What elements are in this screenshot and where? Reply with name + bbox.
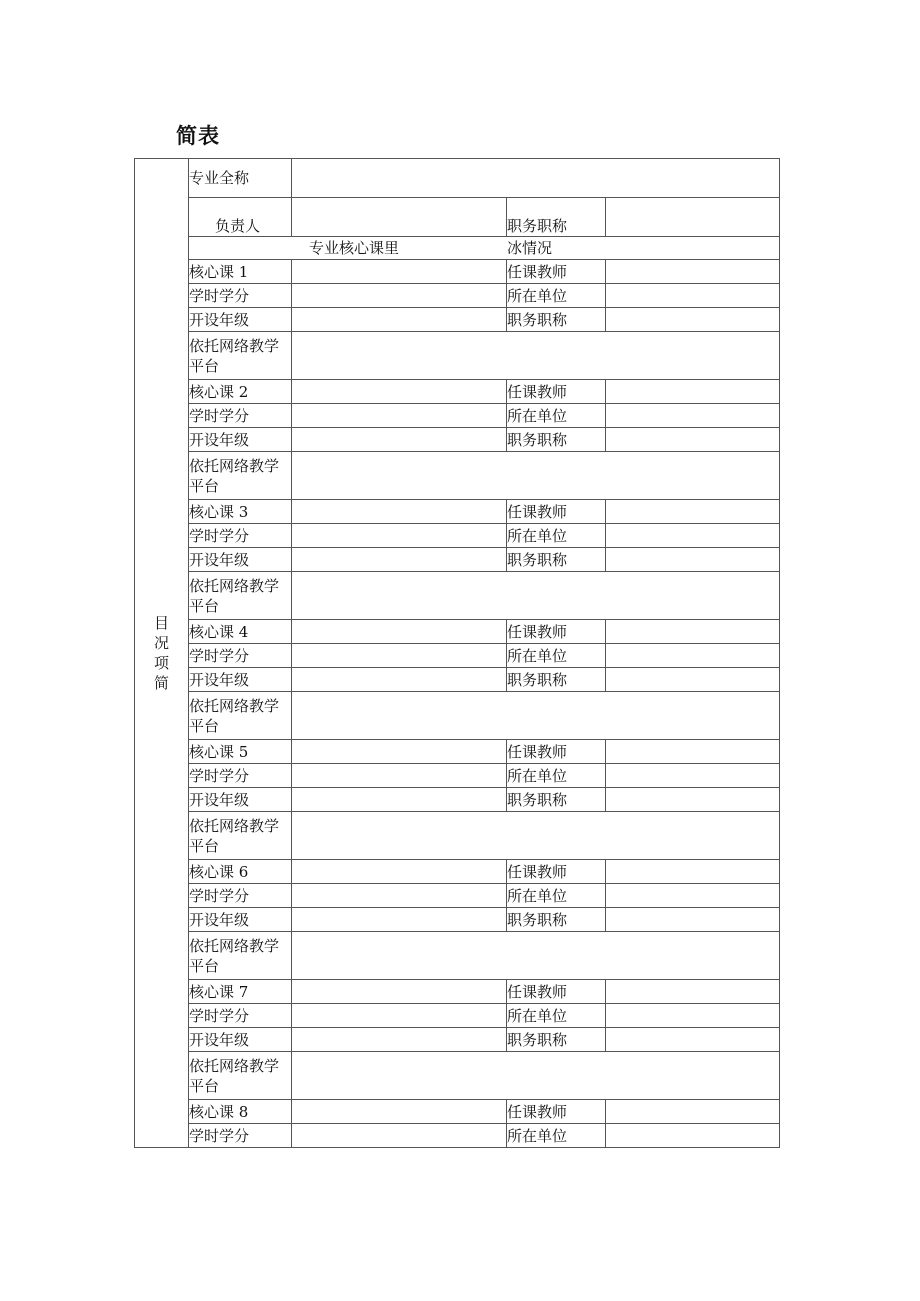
course-5-platform-label: 依托网络教学平台 bbox=[189, 812, 292, 860]
course-6-platform-row bbox=[135, 932, 780, 980]
course-6-credits-row bbox=[135, 884, 780, 908]
course-7-platform-label: 依托网络教学平台 bbox=[189, 1052, 292, 1100]
core-courses-subheader bbox=[189, 237, 780, 260]
course-1-grade-label: 开设年级 bbox=[189, 308, 292, 332]
course-7-grade-label: 开设年级 bbox=[189, 1028, 292, 1052]
course-4-credits-field[interactable] bbox=[292, 644, 507, 668]
course-8-credits-field[interactable] bbox=[292, 1124, 507, 1148]
course-6-position-label: 职务职称 bbox=[507, 908, 606, 932]
course-7-teacher-field[interactable] bbox=[606, 980, 780, 1004]
course-summary-table bbox=[134, 158, 780, 1148]
responsible-label: 负责人 bbox=[189, 198, 292, 237]
course-8-name-row bbox=[135, 1100, 780, 1124]
course-6-position-field[interactable] bbox=[606, 908, 780, 932]
course-6-name: 核心课 6 bbox=[189, 860, 292, 884]
course-5-name: 核心课 5 bbox=[189, 740, 292, 764]
course-1-teacher-label: 任课教师 bbox=[507, 260, 606, 284]
course-1-grade-field[interactable] bbox=[292, 308, 507, 332]
course-6-teacher-label: 任课教师 bbox=[507, 860, 606, 884]
course-2-credits-row bbox=[135, 404, 780, 428]
course-5-credits-label: 学时学分 bbox=[189, 764, 292, 788]
course-8-name: 核心课 8 bbox=[189, 1100, 292, 1124]
course-3-unit-field[interactable] bbox=[606, 524, 780, 548]
course-7-position-field[interactable] bbox=[606, 1028, 780, 1052]
course-3-name-row bbox=[135, 500, 780, 524]
course-2-grade-row bbox=[135, 428, 780, 452]
course-2-position-field[interactable] bbox=[606, 428, 780, 452]
course-5-position-field[interactable] bbox=[606, 788, 780, 812]
course-5-grade-field[interactable] bbox=[292, 788, 507, 812]
course-2-credits-label: 学时学分 bbox=[189, 404, 292, 428]
course-7-name-row bbox=[135, 980, 780, 1004]
course-4-platform-field[interactable] bbox=[292, 692, 780, 740]
course-2-platform-row bbox=[135, 452, 780, 500]
course-8-credits-label: 学时学分 bbox=[189, 1124, 292, 1148]
subheader-right: 冰情况 bbox=[507, 239, 553, 257]
course-4-position-label: 职务职称 bbox=[507, 668, 606, 692]
core-courses-subheader-row bbox=[135, 237, 780, 260]
course-5-name-row bbox=[135, 740, 780, 764]
course-4-grade-label: 开设年级 bbox=[189, 668, 292, 692]
course-6-credits-label: 学时学分 bbox=[189, 884, 292, 908]
side-label: 目况项简 bbox=[153, 614, 169, 692]
course-7-teacher-label: 任课教师 bbox=[507, 980, 606, 1004]
course-4-platform-row bbox=[135, 692, 780, 740]
responsible-row bbox=[135, 198, 780, 237]
course-7-platform-field[interactable] bbox=[292, 1052, 780, 1100]
course-1-name: 核心课 1 bbox=[189, 260, 292, 284]
course-5-credits-field[interactable] bbox=[292, 764, 507, 788]
course-6-name-field[interactable] bbox=[292, 860, 507, 884]
responsible-title-field[interactable] bbox=[606, 198, 780, 237]
course-4-platform-label: 依托网络教学平台 bbox=[189, 692, 292, 740]
responsible-title-label: 职务职称 bbox=[507, 198, 606, 237]
course-5-teacher-label: 任课教师 bbox=[507, 740, 606, 764]
course-5-position-label: 职务职称 bbox=[507, 788, 606, 812]
course-2-teacher-field[interactable] bbox=[606, 380, 780, 404]
course-7-platform-row bbox=[135, 1052, 780, 1100]
responsible-field[interactable] bbox=[292, 198, 507, 237]
course-4-credits-label: 学时学分 bbox=[189, 644, 292, 668]
course-3-unit-label: 所在单位 bbox=[507, 524, 606, 548]
course-2-position-label: 职务职称 bbox=[507, 428, 606, 452]
course-4-grade-row bbox=[135, 668, 780, 692]
course-7-grade-field[interactable] bbox=[292, 1028, 507, 1052]
course-6-grade-field[interactable] bbox=[292, 908, 507, 932]
course-4-grade-field[interactable] bbox=[292, 668, 507, 692]
major-name-field[interactable] bbox=[292, 159, 780, 198]
course-4-name-field[interactable] bbox=[292, 620, 507, 644]
course-5-platform-row bbox=[135, 812, 780, 860]
subheader-left: 专业核心课里 bbox=[308, 239, 399, 257]
course-3-grade-field[interactable] bbox=[292, 548, 507, 572]
course-6-credits-field[interactable] bbox=[292, 884, 507, 908]
major-name-row bbox=[135, 159, 780, 198]
course-3-name-field[interactable] bbox=[292, 500, 507, 524]
course-8-unit-label: 所在单位 bbox=[507, 1124, 606, 1148]
course-3-grade-label: 开设年级 bbox=[189, 548, 292, 572]
course-3-grade-row bbox=[135, 548, 780, 572]
course-7-credits-label: 学时学分 bbox=[189, 1004, 292, 1028]
course-1-position-field[interactable] bbox=[606, 308, 780, 332]
course-7-name-field[interactable] bbox=[292, 980, 507, 1004]
course-2-name-field[interactable] bbox=[292, 380, 507, 404]
course-8-teacher-label: 任课教师 bbox=[507, 1100, 606, 1124]
course-3-platform-field[interactable] bbox=[292, 572, 780, 620]
course-2-unit-field[interactable] bbox=[606, 404, 780, 428]
course-3-platform-label: 依托网络教学平台 bbox=[189, 572, 292, 620]
course-5-grade-label: 开设年级 bbox=[189, 788, 292, 812]
course-1-credits-label: 学时学分 bbox=[189, 284, 292, 308]
course-2-teacher-label: 任课教师 bbox=[507, 380, 606, 404]
course-6-name-row bbox=[135, 860, 780, 884]
course-2-name-row bbox=[135, 380, 780, 404]
course-1-name-field[interactable] bbox=[292, 260, 507, 284]
course-3-credits-row bbox=[135, 524, 780, 548]
course-5-name-field[interactable] bbox=[292, 740, 507, 764]
course-2-unit-label: 所在单位 bbox=[507, 404, 606, 428]
course-2-grade-field[interactable] bbox=[292, 428, 507, 452]
course-4-name: 核心课 4 bbox=[189, 620, 292, 644]
course-7-unit-field[interactable] bbox=[606, 1004, 780, 1028]
course-5-unit-field[interactable] bbox=[606, 764, 780, 788]
course-8-name-field[interactable] bbox=[292, 1100, 507, 1124]
course-5-unit-label: 所在单位 bbox=[507, 764, 606, 788]
course-7-grade-row bbox=[135, 1028, 780, 1052]
course-7-position-label: 职务职称 bbox=[507, 1028, 606, 1052]
course-4-credits-row bbox=[135, 644, 780, 668]
course-3-teacher-field[interactable] bbox=[606, 500, 780, 524]
course-7-unit-label: 所在单位 bbox=[507, 1004, 606, 1028]
course-1-position-label: 职务职称 bbox=[507, 308, 606, 332]
course-1-platform-field[interactable] bbox=[292, 332, 780, 380]
course-6-grade-label: 开设年级 bbox=[189, 908, 292, 932]
course-8-unit-field[interactable] bbox=[606, 1124, 780, 1148]
course-2-name: 核心课 2 bbox=[189, 380, 292, 404]
course-4-position-field[interactable] bbox=[606, 668, 780, 692]
course-4-unit-label: 所在单位 bbox=[507, 644, 606, 668]
course-3-position-field[interactable] bbox=[606, 548, 780, 572]
course-6-platform-label: 依托网络教学平台 bbox=[189, 932, 292, 980]
course-1-platform-label: 依托网络教学平台 bbox=[189, 332, 292, 380]
course-3-platform-row bbox=[135, 572, 780, 620]
course-5-platform-field[interactable] bbox=[292, 812, 780, 860]
course-5-teacher-field[interactable] bbox=[606, 740, 780, 764]
course-2-platform-field[interactable] bbox=[292, 452, 780, 500]
course-1-teacher-field[interactable] bbox=[606, 260, 780, 284]
course-3-position-label: 职务职称 bbox=[507, 548, 606, 572]
side-label-cell bbox=[135, 159, 189, 1148]
course-1-credits-field[interactable] bbox=[292, 284, 507, 308]
course-7-name: 核心课 7 bbox=[189, 980, 292, 1004]
course-3-teacher-label: 任课教师 bbox=[507, 500, 606, 524]
course-6-grade-row bbox=[135, 908, 780, 932]
course-6-platform-field[interactable] bbox=[292, 932, 780, 980]
course-1-grade-row bbox=[135, 308, 780, 332]
document-title: 简表 bbox=[176, 124, 220, 148]
course-5-credits-row bbox=[135, 764, 780, 788]
course-7-credits-field[interactable] bbox=[292, 1004, 507, 1028]
course-1-unit-label: 所在单位 bbox=[507, 284, 606, 308]
course-1-platform-row bbox=[135, 332, 780, 380]
course-5-grade-row bbox=[135, 788, 780, 812]
course-8-credits-row bbox=[135, 1124, 780, 1148]
major-name-label: 专业全称 bbox=[189, 159, 292, 198]
course-2-platform-label: 依托网络教学平台 bbox=[189, 452, 292, 500]
course-4-unit-field[interactable] bbox=[606, 644, 780, 668]
course-8-teacher-field[interactable] bbox=[606, 1100, 780, 1124]
course-4-teacher-field[interactable] bbox=[606, 620, 780, 644]
course-4-teacher-label: 任课教师 bbox=[507, 620, 606, 644]
course-1-credits-row bbox=[135, 284, 780, 308]
course-4-name-row bbox=[135, 620, 780, 644]
course-2-grade-label: 开设年级 bbox=[189, 428, 292, 452]
course-6-teacher-field[interactable] bbox=[606, 860, 780, 884]
course-3-credits-label: 学时学分 bbox=[189, 524, 292, 548]
course-6-unit-label: 所在单位 bbox=[507, 884, 606, 908]
course-6-unit-field[interactable] bbox=[606, 884, 780, 908]
course-3-credits-field[interactable] bbox=[292, 524, 507, 548]
course-1-unit-field[interactable] bbox=[606, 284, 780, 308]
course-3-name: 核心课 3 bbox=[189, 500, 292, 524]
course-2-credits-field[interactable] bbox=[292, 404, 507, 428]
course-7-credits-row bbox=[135, 1004, 780, 1028]
course-1-name-row bbox=[135, 260, 780, 284]
